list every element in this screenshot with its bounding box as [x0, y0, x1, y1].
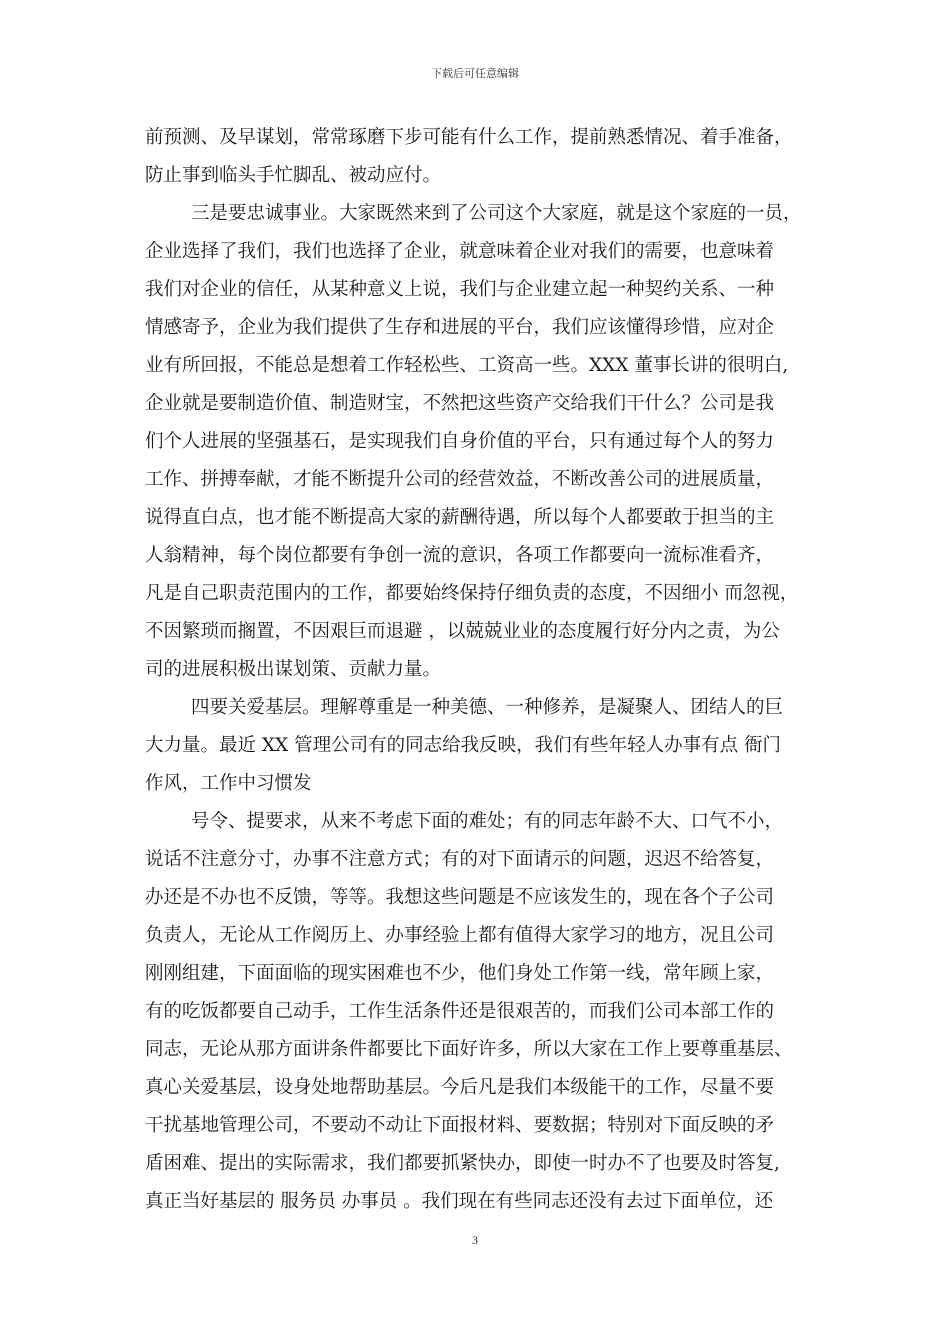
text-line: 我们对企业的信任，从某种意义上说，我们与企业建立起一种契约关系、一种 — [145, 279, 775, 300]
text-line: 企业选择了我们，我们也选择了企业，就意味着企业对我们的需要，也意味着 — [145, 241, 775, 262]
page-header: 下载后可任意编辑 — [431, 67, 519, 80]
text-line: 负责人，无论从工作阅历上、办事经验上都有值得大家学习的地方，况且公司 — [145, 925, 775, 946]
text-line: 业有所回报，不能总是想着工作轻松些、工资高一些。XXX 董事长讲的很明白, — [145, 355, 789, 376]
text-line: 有的吃饭都要自己动手，工作生活条件还是很艰苦的，而我们公司本部工作的 — [145, 1001, 775, 1022]
text-line: 人翁精神，每个岗位都要有争创一流的意识，各项工作都要向一流标准看齐， — [145, 545, 775, 566]
text-line: 们个人进展的坚强基石，是实现我们自身价值的平台，只有通过每个人的努力 — [145, 431, 775, 452]
paragraph-start-line: 三是要忠诚事业。大家既然来到了公司这个大家庭，就是这个家庭的一员， — [191, 203, 802, 224]
text-line: 作风，工作中习惯发 — [145, 773, 312, 794]
text-line: 真正当好基层的 服务员 办事员 。我们现在有些同志还没有去过下面单位，还 — [145, 1191, 774, 1212]
text-line: 企业就是要制造价值、制造财宝，不然把这些资产交给我们干什么？公司是我 — [145, 393, 775, 414]
page-number: 3 — [472, 1233, 478, 1247]
text-line: 司的进展积极出谋划策、贡献力量。 — [145, 659, 442, 680]
text-line: 说话不注意分寸，办事不注意方式；有的对下面请示的问题，迟迟不给答复， — [145, 849, 775, 870]
text-line: 工作、拼搏奉献，才能不断提升公司的经营效益，不断改善公司的进展质量， — [145, 469, 775, 490]
text-line: 办还是不办也不反馈，等等。我想这些问题是不应该发生的，现在各个子公司 — [145, 887, 775, 908]
text-line: 凡是自己职责范围内的工作，都要始终保持仔细负责的态度，不因细小 而忽视， — [145, 583, 799, 604]
text-line: 真心关爱基层，设身处地帮助基层。今后凡是我们本级能干的工作，尽量不要 — [145, 1077, 775, 1098]
paragraph-start-line: 四要关爱基层。理解尊重是一种美德、一种修养，是凝聚人、团结人的巨 — [191, 697, 784, 718]
text-line: 大力量。最近 XX 管理公司有的同志给我反映，我们有些年轻人办事有点 衙门 — [145, 735, 781, 756]
text-line: 刚刚组建，下面面临的现实困难也不少，他们身处工作第一线，常年顾上家， — [145, 963, 775, 984]
text-line: 不因繁琐而搁置，不因艰巨而退避 ，以兢兢业业的态度履行好分内之责，为公 — [145, 621, 780, 642]
text-line: 说得直白点，也才能不断提高大家的薪酬待遇，所以每个人都要敢于担当的主 — [145, 507, 775, 528]
text-line: 同志，无论从那方面讲条件都要比下面好许多，所以大家在工作上要尊重基层、 — [145, 1039, 793, 1060]
text-line: 防止事到临头手忙脚乱、被动应付。 — [145, 165, 442, 186]
text-line: 干扰基地管理公司，不要动不动让下面报材料、要数据；特别对下面反映的矛 — [145, 1115, 775, 1136]
text-line: 盾困难、提出的实际需求，我们都要抓紧快办，即使一时办不了也要及时答复, — [145, 1153, 780, 1174]
text-line: 前预测、及早谋划，常常琢磨下步可能有什么工作，提前熟悉情况、着手准备， — [145, 127, 793, 148]
paragraph-start-line: 号令、提要求，从来不考虑下面的难处；有的同志年龄不大、口气不小， — [191, 811, 784, 832]
text-line: 情感寄予，企业为我们提供了生存和进展的平台，我们应该懂得珍惜，应对企 — [145, 317, 775, 338]
